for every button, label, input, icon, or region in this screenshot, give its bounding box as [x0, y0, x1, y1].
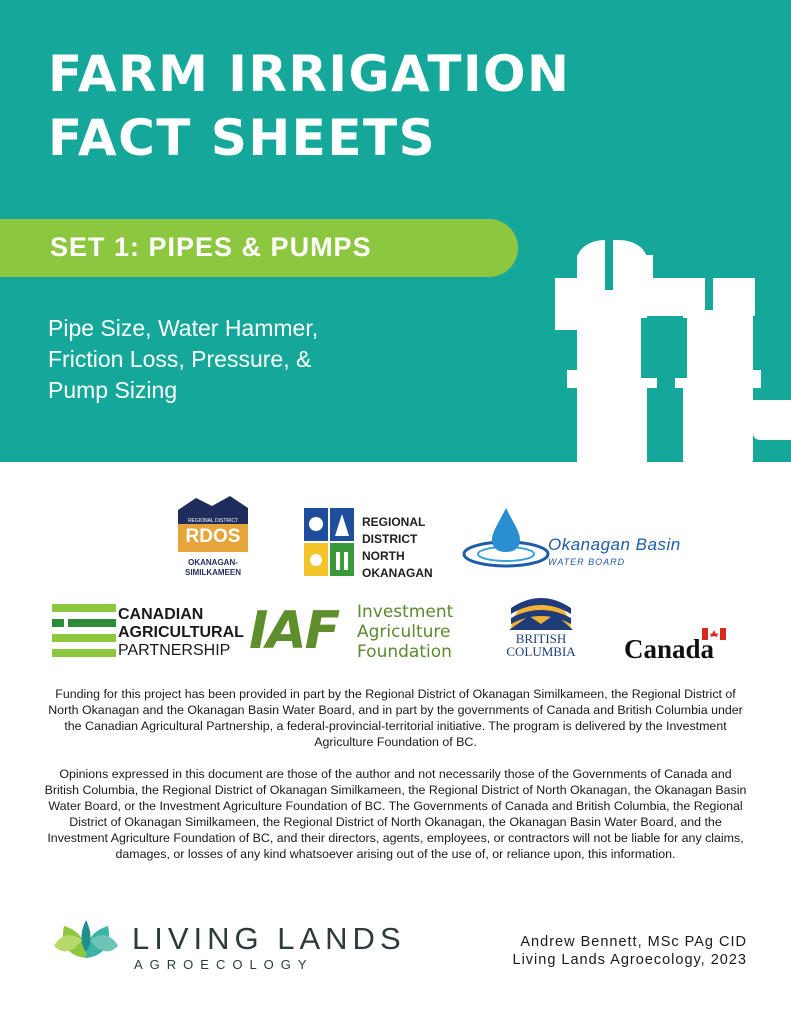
page-title: FARM IRRIGATION FACT SHEETS: [48, 45, 571, 167]
subtitle: Pipe Size, Water Hammer, Friction Loss, Pressure, & Pump Sizing: [48, 315, 319, 403]
rdno-logo: [304, 508, 444, 578]
organization-year: Living Lands Agroecology, 2023: [512, 952, 747, 968]
water-drop-icon: [462, 504, 552, 570]
funding-statement: Funding for this project has been provided in part by the Regional District of Okanagan Similkameen, the Regional District of North Okanagan and the Okanagan Basin Water Board, and in part by the governments of Canada and British Columbia under the Canadian Agricultural Partnership, a federal-provincial-territorial initiative. The program is delivered by the Investment Agriculture Foundation of BC.: [48, 687, 743, 749]
bc-logo: [501, 588, 581, 662]
living-lands-subtitle: AGROECOLOGY: [134, 957, 314, 972]
rdno-text: REGIONAL DISTRICT NORTH OKANAGAN: [362, 515, 433, 580]
author-name: Andrew Bennett, MSc PAg CID: [520, 934, 747, 950]
iaf-text: Investment Agriculture Foundation: [357, 602, 454, 662]
rdno-emblem-icon: [304, 508, 354, 576]
living-lands-name: LIVING LANDS: [132, 921, 406, 956]
cap-stripes-icon: [52, 604, 116, 658]
set-label: SET 1: PIPES & PUMPS: [50, 232, 372, 262]
disclaimer: Opinions expressed in this document are those of the author and not necessarily those of the Governments of Canada and British Columbia, the Regional District of Okanagan Similkameen, the Regional District of North Okanagan, the Okanagan Basin Water Board, or the Investment Agriculture Foundation of BC. The Governments of Canada and British Columbia, the Regional District of Okanagan Similkameen, the Regional District of North Okanagan, the Okanagan Basin Water Board, and the Investment Agriculture Foundation of BC, and their directors, agents, employees, or contractors will not be liable for any claims, damages, or losses of any kind whatsoever arising out of the use of, or reliance upon, this information.: [44, 767, 747, 861]
iaf-logo: [249, 602, 469, 662]
cap-logo: [52, 604, 244, 660]
canada-logo: [624, 622, 734, 666]
cap-text: CANADIAN AGRICULTURAL PARTNERSHIP: [118, 606, 244, 659]
bc-sun-icon: [501, 588, 581, 630]
rdos-abbr: RDOS: [185, 526, 241, 547]
cover-header: [0, 0, 791, 462]
rdos-top-text: REGIONAL DISTRICT: [187, 518, 239, 524]
set-label-band: [0, 219, 518, 277]
rdos-name: OKANAGAN- SIMILKAMEEN: [185, 558, 241, 577]
author-credit: [513, 933, 748, 969]
rdos-logo: [178, 496, 248, 588]
obwb-name: Okanagan Basin: [548, 535, 681, 554]
obwb-logo: [462, 504, 692, 574]
iaf-mark: IAF: [249, 601, 339, 661]
pipe-illustration-icon: [555, 200, 791, 462]
obwb-subtitle: WATER BOARD: [548, 557, 626, 567]
bc-text: BRITISH COLUMBIA: [506, 631, 576, 659]
living-lands-logo-icon: [50, 910, 122, 982]
canada-wordmark: Canada: [624, 634, 715, 664]
partner-logos: [0, 462, 791, 677]
